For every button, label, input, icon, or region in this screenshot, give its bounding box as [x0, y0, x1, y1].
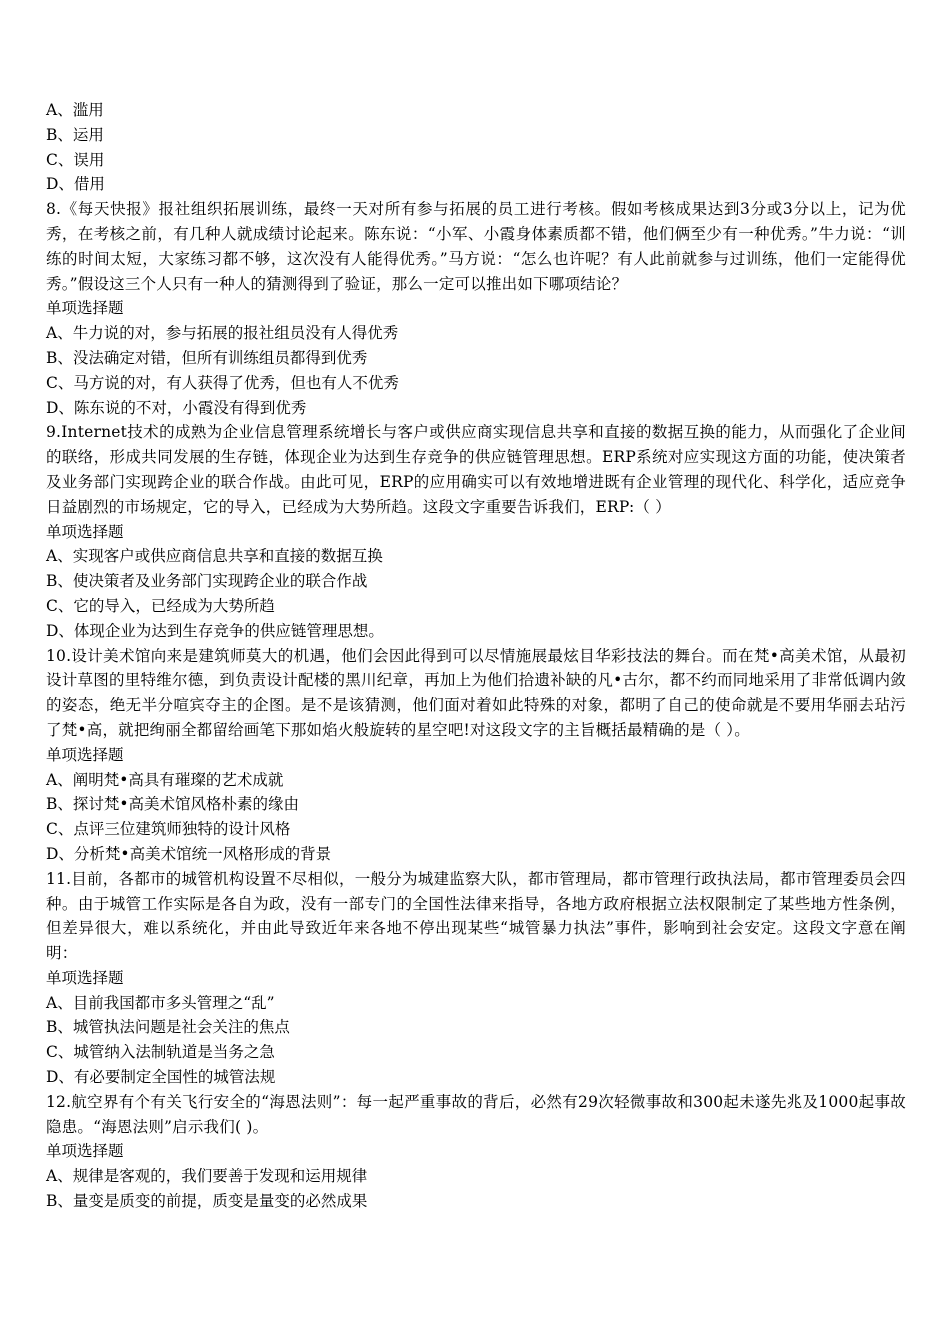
document-page — [46, 98, 906, 1214]
option-b: B、使决策者及业务部门实现跨企业的联合作战 — [46, 572, 368, 591]
prev-option-b: B、运用 — [46, 125, 104, 144]
question-type: 单项选择题 — [46, 968, 124, 987]
prev-option-c: C、误用 — [46, 150, 105, 169]
question-stem: 9.Internet技术的成熟为企业信息管理系统增长与客户或供应商实现信息共享和直接的数据互换的能力，从而强化了企业间的联络，形成共同发展的生存链，体现企业为达到生存竞争的供应链管理思想。ERP系统对应实现这方面的功能，使决策者及业务部门实现跨企业的联合作战。由此可见，ERP的应用确实可以有效地增进既有企业管理的现代化、科学化，适应竞争日益剧烈的市场规定，它的导入，已经成为大势所趋。这段文字重要告诉我们，ERP:（ ） — [46, 423, 906, 516]
question-type: 单项选择题 — [46, 522, 124, 541]
option-b: B、量变是质变的前提，质变是量变的必然成果 — [46, 1192, 368, 1211]
question-stem: 12.航空界有个有关飞行安全的“海恩法则”：每一起严重事故的背后，必然有29次轻微事故和300起未遂先兆及1000起事故隐患。“海恩法则”启示我们( )。 — [46, 1092, 906, 1136]
question-type: 单项选择题 — [46, 299, 124, 318]
question-8 — [46, 197, 906, 420]
option-b: B、城管执法问题是社会关注的焦点 — [46, 1018, 290, 1037]
question-stem: 8.《每天快报》报社组织拓展训练，最终一天对所有参与拓展的员工进行考核。假如考核成果达到3分或3分以上，记为优秀，在考核之前，有几种人就成绩讨论起来。陈东说：“小军、小霞身体素质都不错，他们俩至少有一种优秀。”牛力说：“训练的时间太短，大家练习都不够，这次没有人能得优秀。”马方说：“怎么也许呢？有人此前就参与过训练，他们一定能得优秀。”假设这三个人只有一种人的猜测得到了验证，那么一定可以推出如下哪项结论？ — [46, 200, 906, 293]
prev-option-a: A、滥用 — [46, 101, 104, 119]
option-a: A、牛力说的对，参与拓展的报社组员没有人得优秀 — [46, 324, 399, 343]
option-b: B、没法确定对错，但所有训练组员都得到优秀 — [46, 348, 368, 367]
option-a: A、阐明梵•高具有璀璨的艺术成就 — [46, 770, 284, 789]
option-c: C、马方说的对，有人获得了优秀，但也有人不优秀 — [46, 373, 399, 392]
question-stem: 11.目前，各都市的城管机构设置不尽相似，一般分为城建监察大队，都市管理局，都市管理行政执法局，都市管理委员会四种。由于城管工作实际是各自为政，没有一部专门的全国性法律来指导，各地方政府根据立法权限制定了某些地方性条例，但差异很大，难以系统化，并由此导致近年来各地不停出现某些“城管暴力执法”事件，影响到社会安定。这段文字意在阐明： — [46, 869, 906, 963]
prev-option-d: D、借用 — [46, 175, 105, 194]
option-d: D、陈东说的不对，小霞没有得到优秀 — [46, 398, 307, 417]
option-d: D、分析梵•高美术馆统一风格形成的背景 — [46, 844, 332, 863]
question-11 — [46, 867, 906, 1090]
option-b: B、探讨梵•高美术馆风格朴素的缘由 — [46, 795, 300, 814]
question-type: 单项选择题 — [46, 745, 124, 764]
option-c: C、城管纳入法制轨道是当务之急 — [46, 1043, 275, 1062]
question-type: 单项选择题 — [46, 1142, 124, 1161]
option-d: D、体现企业为达到生存竞争的供应链管理思想。 — [46, 621, 384, 640]
option-c: C、它的导入，已经成为大势所趋 — [46, 596, 275, 615]
option-d: D、有必要制定全国性的城管法规 — [46, 1068, 276, 1087]
question-12 — [46, 1090, 906, 1214]
question-9 — [46, 420, 906, 643]
option-a: A、实现客户或供应商信息共享和直接的数据互换 — [46, 547, 383, 566]
option-a: A、规律是客观的，我们要善于发现和运用规律 — [46, 1167, 368, 1186]
option-a: A、目前我国都市多头管理之“乱” — [46, 993, 275, 1012]
question-stem: 10.设计美术馆向来是建筑师莫大的机遇，他们会因此得到可以尽情施展最炫目华彩技法的舞台。而在梵•高美术馆，从最初设计草图的里特维尔德，到负责设计配楼的黑川纪章，再加上为他们拾遗补缺的凡•古尔，都不约而同地采用了非常低调内敛的姿态，绝无半分喧宾夺主的企图。是不是该猜测，他们面对着如此特殊的对象，都明了自己的使命就是不要用华丽去玷污了梵•高，就把绚丽全都留给画笔下那如焰火般旋转的星空吧!对这段文字的主旨概括最精确的是（ ）。 — [46, 646, 906, 739]
question-10 — [46, 644, 906, 867]
option-c: C、点评三位建筑师独特的设计风格 — [46, 820, 291, 839]
